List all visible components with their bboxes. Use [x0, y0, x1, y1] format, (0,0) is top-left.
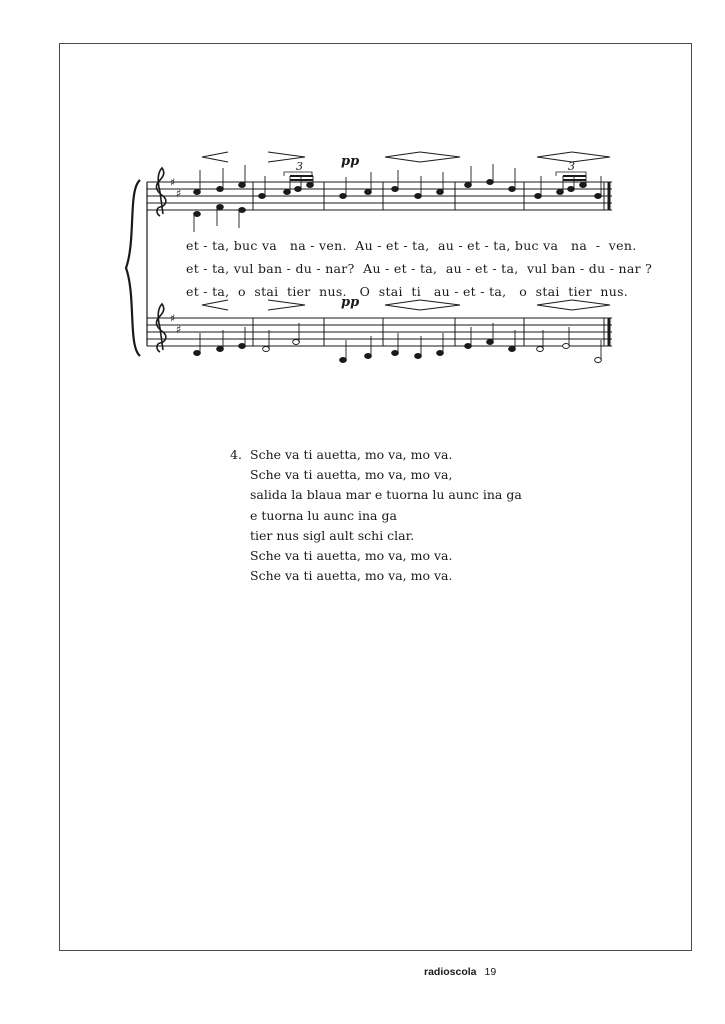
treble-clef-upper	[156, 168, 165, 216]
verse-line-text: Sche va ti auetta, mo va, mo va.	[250, 447, 453, 462]
verse-line	[230, 485, 522, 505]
svg-text:♯: ♯	[176, 323, 182, 336]
verse-line-text: Sche va ti auetta, mo va, mo va,	[250, 467, 453, 483]
verse-line	[230, 566, 522, 586]
upper-hairpins	[202, 152, 610, 162]
page-number: 19	[484, 966, 497, 978]
lyric-line-3: et - ta, o stai tier nus. O stai ti au - et - ta, o stai tier nus.	[186, 284, 629, 299]
verse-line-text: salida la blaua mar e tuorna lu aunc ina ga	[250, 487, 522, 503]
treble-clef-lower	[156, 304, 165, 352]
verse-line	[230, 445, 522, 465]
system-brace	[126, 180, 140, 356]
lower-staff	[147, 318, 612, 346]
lyric-line-1: et - ta, buc va na - ven. Au - et - ta, au - et - ta, buc va na - ven.	[186, 238, 637, 253]
verse-line	[230, 506, 522, 526]
verse-line-text: Sche va ti auetta, mo va, mo va.	[250, 548, 453, 564]
triplet-number-1: 3	[296, 160, 303, 173]
verse-line	[230, 526, 522, 546]
verse-line-text: e tuorna lu aunc ina ga	[250, 507, 397, 523]
key-signature	[170, 176, 181, 336]
lyric-line-2: et - ta, vul ban - du - nar? Au - et - ta, au - et - ta, vul ban - du - nar ?	[186, 261, 653, 276]
verse-line-text: Sche va ti auetta, mo va, mo va.	[250, 568, 453, 584]
verse-line	[230, 546, 522, 566]
dynamic-pp-lower: pp	[341, 295, 360, 310]
music-score	[0, 0, 725, 420]
dynamic-pp-upper: pp	[341, 154, 360, 169]
triplet-number-2: 3	[568, 160, 575, 173]
footer-brand: radioscola	[424, 966, 477, 978]
page-footer	[424, 966, 496, 978]
verse-line-text: tier nus sigl ault schi clar.	[250, 527, 415, 543]
verse-4	[230, 445, 522, 586]
verse-number: 4.	[230, 447, 242, 462]
lower-hairpins	[202, 300, 610, 310]
upper-notes	[194, 164, 602, 232]
svg-text:♯: ♯	[176, 187, 182, 200]
svg-text:♯: ♯	[170, 176, 176, 189]
lower-notes	[194, 323, 602, 363]
verse-line	[230, 465, 522, 485]
svg-text:♯: ♯	[170, 312, 176, 325]
